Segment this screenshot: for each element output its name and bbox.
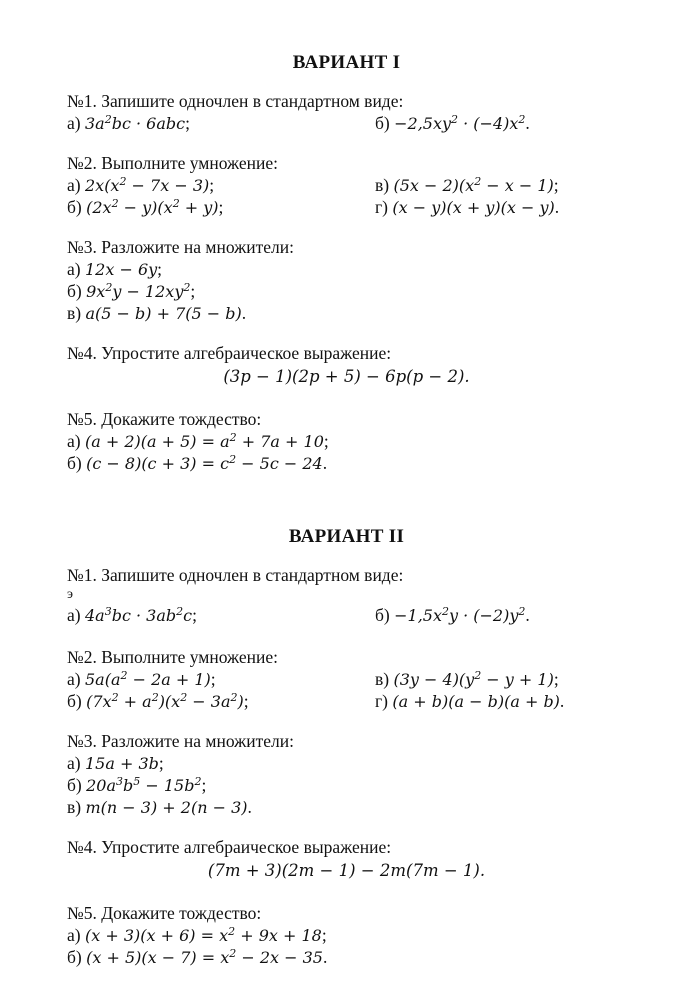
v1-task1-title: №1. Запишите одночлен в стандартном виде: — [67, 91, 404, 111]
v1-task4-title: №4. Упростите алгебраическое выражение: — [67, 343, 392, 363]
v1-task2-a: а) $2x(x^2 - 7x - 3)$; — [67, 175, 215, 195]
v2-task2-a: а) $5a(a^2 - 2a + 1)$; — [67, 669, 216, 689]
v2-task1-stray-char: э — [67, 587, 74, 602]
v1-task3-title: №3. Разложите на множители: — [67, 237, 294, 257]
v1-task2-c: в) $(5x - 2)(x^2 - x - 1)$; — [375, 175, 559, 195]
v1-task5-b: б) $(c - 8)(c + 3) = c^2 - 5c - 24$. — [67, 453, 328, 473]
v2-task5-a: а) $(x + 3)(x + 6) = x^2 + 9x + 18$; — [67, 925, 327, 945]
v1-task3-b: б) $9x^2y - 12xy^2$; — [67, 281, 196, 301]
v1-task1-a: а) $3a^2bc \cdot 6abc$; — [67, 113, 190, 133]
variant-2-title: ВАРИАНТ II — [288, 526, 405, 547]
v2-task5-title: №5. Докажите тождество: — [67, 903, 262, 923]
variant-1-title: ВАРИАНТ I — [292, 52, 401, 73]
v1-task5-a: а) $(a + 2)(a + 5) = a^2 + 7a + 10$; — [67, 431, 329, 451]
v1-task3-a: а) 12x − 6y; — [67, 259, 163, 279]
v2-task2-title: №2. Выполните умножение: — [67, 647, 279, 667]
v2-task2-d: г) (a + b)(a − b)(a + b). — [375, 691, 565, 711]
v1-task2-title: №2. Выполните умножение: — [67, 153, 279, 173]
v2-task1-a: а) $4a^3bc \cdot 3ab^2c$; — [67, 605, 197, 625]
v2-task3-a: а) 15a + 3b; — [67, 753, 164, 773]
v2-task3-c: в) m(n − 3) + 2(n − 3). — [67, 797, 252, 817]
v2-task5-b: б) $(x + 5)(x - 7) = x^2 - 2x - 35$. — [67, 947, 328, 967]
v1-task1-b: $б) -2,5xy^2 \cdot (-4)x^2$. — [375, 113, 530, 133]
v2-task1-b: $б) -1,5x^2y \cdot (-2)y^2$. — [375, 605, 530, 625]
v2-task3-b: б) $20a^3b^5 - 15b^2$; — [67, 775, 207, 795]
v2-task4-expression: (7m + 3)(2m − 1) − 2m(7m − 1). — [207, 861, 486, 880]
v1-task2-d: г) (x − y)(x + y)(x − y). — [375, 197, 560, 217]
v1-task4-expression: (3p − 1)(2p + 5) − 6p(p − 2). — [223, 367, 470, 386]
v1-task3-c: в) a(5 − b) + 7(5 − b). — [67, 303, 247, 323]
v1-task5-title: №5. Докажите тождество: — [67, 409, 262, 429]
v2-task2-c: в) $(3y - 4)(y^2 - y + 1)$; — [375, 669, 559, 689]
v1-task2-b: б) $(2x^2 - y)(x^2 + y)$; — [67, 197, 224, 217]
v2-task1-title: №1. Запишите одночлен в стандартном виде: — [67, 565, 404, 585]
v2-task2-b: б) $(7x^2 + a^2)(x^2 - 3a^2)$; — [67, 691, 249, 711]
v2-task3-title: №3. Разложите на множители: — [67, 731, 294, 751]
v2-task4-title: №4. Упростите алгебраическое выражение: — [67, 837, 392, 857]
